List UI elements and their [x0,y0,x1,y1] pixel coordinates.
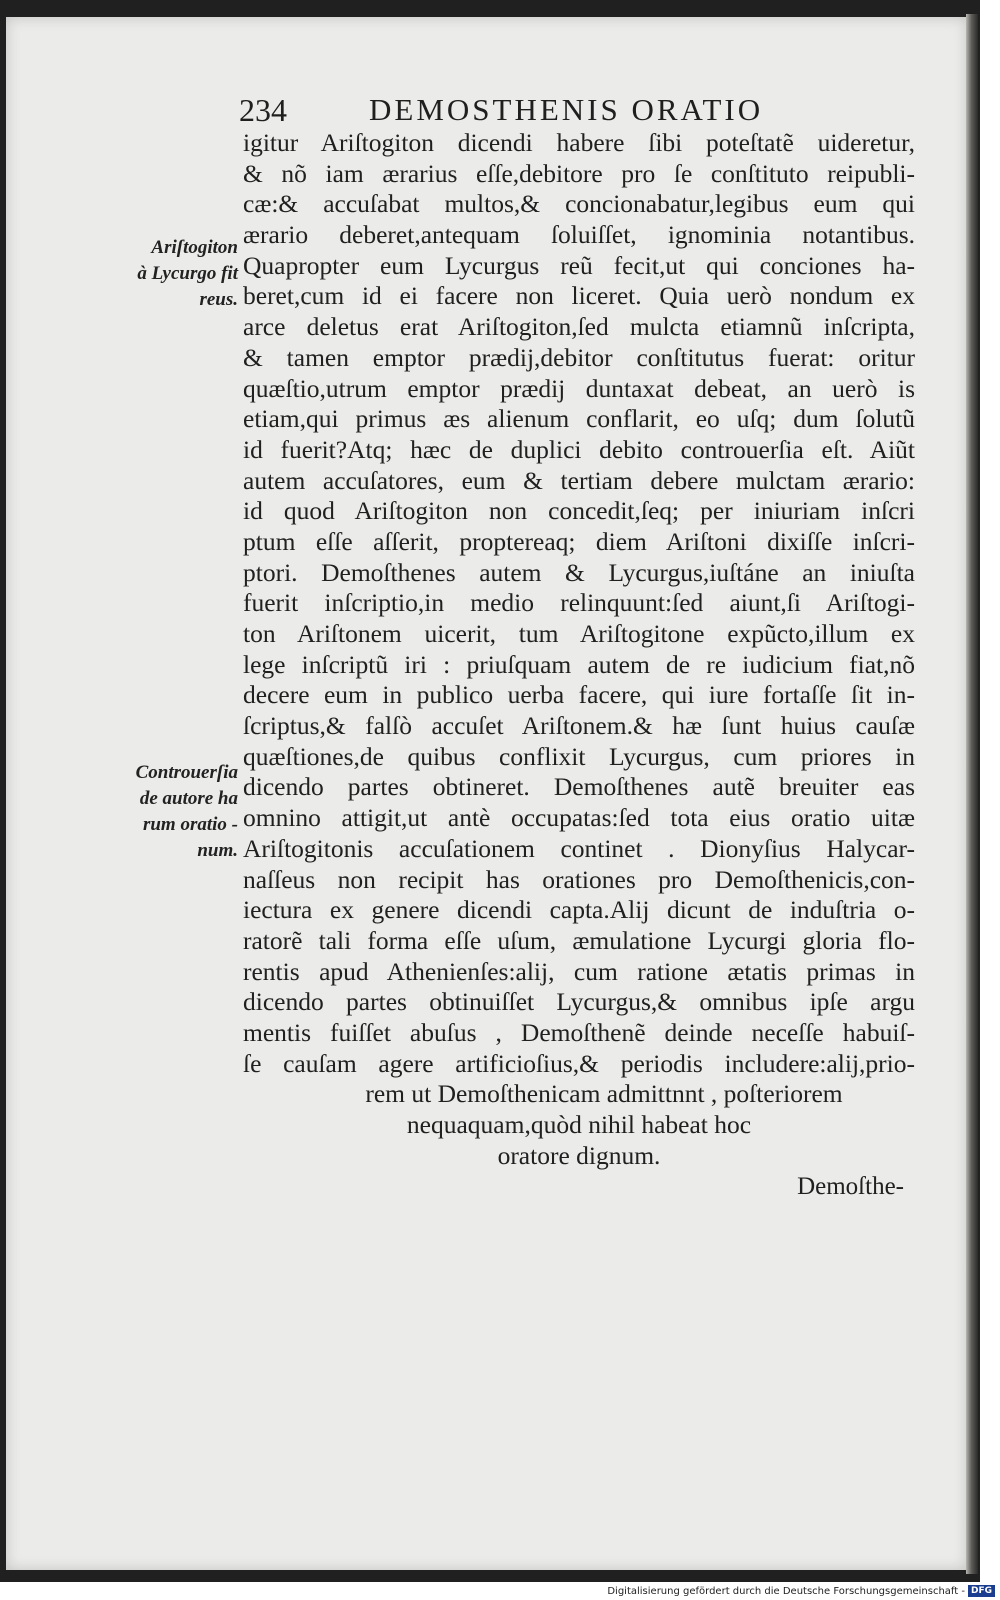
text-line: & tamen emptor prædij,debitor conſtitutus fuerat: oritur [243,342,915,372]
text-line: arce deletus erat Ariſtogiton,ſed mulcta etiamnũ inſcripta, [243,312,915,342]
text-line: dicendo partes obtinuiſſet Lycurgus,& omnibus ipſe argu [243,987,915,1017]
body-text [243,128,915,1171]
text-line: id fuerit?Atq; hæc de duplici debito controuerſia eſt. Aiũt [243,434,915,464]
text-line: naſſeus non recipit has orationes pro Demoſthenicis,con- [243,864,915,894]
marginal-line: de autore ha [139,788,238,809]
text-line: igitur Ariſtogiton dicendi habere ſibi poteſtatẽ uideretur, [243,128,915,157]
marginal-note-controversia [104,760,238,864]
catchword: Demoſthe- [797,1173,904,1200]
credit-text: Digitalisierung gefördert durch die Deutsche Forschungsgemeinschaft - [607,1585,965,1597]
marginal-note-aristogiton [100,235,238,313]
dfg-logo: DFG [968,1585,995,1597]
text-line: etiam,qui primus æs alienum conflarit, eo uſq; dum ſolutũ [243,404,915,434]
marginal-line: reus. [199,289,238,310]
text-line: rem ut Demoſthenicam admittnnt , poſteriorem [365,1079,843,1109]
marginal-line: Controuerſia [135,762,238,783]
text-line: ratorẽ tali forma eſſe uſum, æmulatione Lycurgi gloria flo- [243,925,915,955]
text-line: lege inſcriptũ iri : priuſquam autem de re iudicium fiat,nõ [243,649,915,679]
text-line: quæſtio,utrum emptor prædij duntaxat debeat, an uerò is [243,373,915,403]
page-header [239,90,839,130]
text-line: & nõ iam ærarius eſſe,debitore pro ſe conſtituto reipubli- [243,158,915,188]
text-line: ſcriptus,& falſò accuſet Ariſtonem.& hæ ſunt huius cauſæ [243,711,915,741]
text-line: nequaquam,quòd nihil habeat hoc [406,1110,752,1139]
text-line: ſe cauſam agere artificioſius,& periodis includere:alij,prio- [243,1048,915,1078]
text-line: Quapropter eum Lycurgus reũ fecit,ut qui conciones ha- [243,250,915,280]
text-line: mentis fuiſſet abuſus , Demoſthenẽ deinde neceſſe habuiſ- [243,1017,915,1047]
text-line: ton Ariſtonem uicerit, tum Ariſtogitone expũcto,illum ex [243,619,915,648]
text-line: autem accuſatores, eum & tertiam debere mulctam ærario: [243,465,915,495]
page-number: 234 [239,92,287,128]
text-line: quæſtiones,de quibus conflixit Lycurgus, cum priores in [243,741,915,771]
text-line: oratore dignum. [497,1140,661,1170]
text-line: Ariſtogitonis accuſationem continet . Dionyſius Halycar- [243,833,915,863]
marginal-line: Ariſtogiton [151,237,238,258]
text-line: cæ:& accuſabat multos,& concionabatur,legibus eum qui [243,189,915,219]
text-line: iectura ex genere dicendi capta.Alij dicunt de induſtria o- [243,895,915,925]
page-edge [966,14,978,1574]
running-title: DEMOSTHENIS ORATIO [369,92,764,127]
marginal-line: rum oratio - [142,814,238,835]
marginal-line: num. [197,840,238,861]
digitization-credit [585,1582,995,1600]
text-line: omnino attigit,ut antè occupatas:ſed tota eius oratio uitæ [243,803,915,833]
text-line: dicendo partes obtineret. Demoſthenes autẽ breuiter eas [243,772,915,802]
text-line: decere eum in publico uerba facere, qui iure fortaſſe ſit in- [243,680,915,710]
text-line: ærario deberet,antequam ſoluiſſet, ignominia notantibus. [243,220,915,250]
text-line: beret,cum id ei facere non liceret. Quia uerò nondum ex [243,281,915,311]
text-line: fuerit inſcriptio,in medio relinquunt:ſed aiunt,ſi Ariſtogi- [243,588,915,618]
text-line: id quod Ariſtogiton non concedit,ſeq; per iniuriam inſcri [243,496,915,526]
text-line: rentis apud Athenienſes:alij, cum ratione ætatis primas in [243,956,915,986]
text-line: ptori. Demoſthenes autem & Lycurgus,iuſtáne an iniuſta [243,557,915,587]
text-line: ptum eſſe aſſerit, proptereaq; diem Ariſtoni dixiſſe inſcri- [243,526,915,556]
marginal-line: à Lycurgo fit [137,263,238,284]
